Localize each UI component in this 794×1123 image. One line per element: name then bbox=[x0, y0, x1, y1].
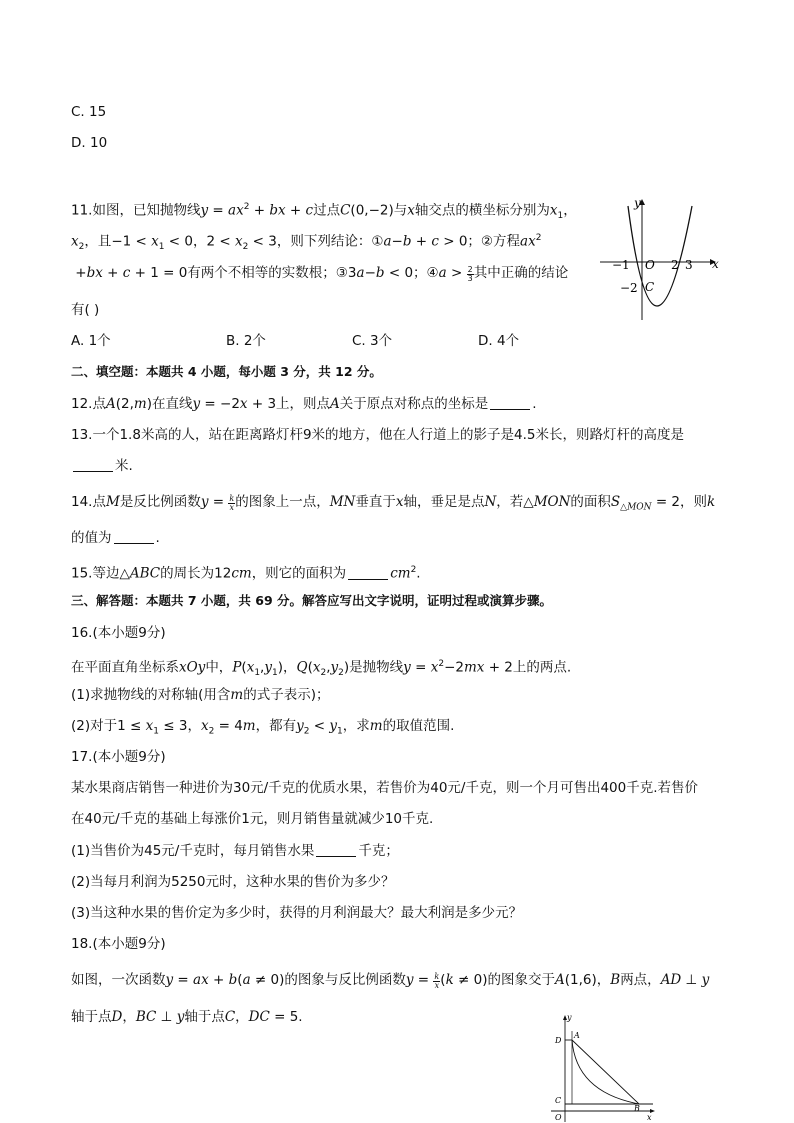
option-d-prev: D. 10 bbox=[71, 135, 108, 151]
q13-line2: 米. bbox=[71, 457, 133, 475]
q13-line1: 13.一个1.8米高的人，站在距离路灯杆9米的地方，他在人行道上的影子是4.5米长，则路灯杆的高度是 bbox=[71, 427, 684, 443]
q18-function-graph bbox=[545, 1010, 663, 1123]
point-c-label: C bbox=[645, 280, 655, 294]
option-c-prev: C. 15 bbox=[71, 104, 107, 120]
q11-line3: +bx + c + 1 = 0有两个不相等的实数根；③3a−b < 0；④a > $\frac{2}{3}$ 其中正确的结论 bbox=[71, 265, 569, 283]
q11-option-c: C. 3个 bbox=[352, 333, 393, 349]
q17-header: 17.(本小题9分) bbox=[71, 749, 166, 765]
section-2-heading: 二、填空题：本题共 4 小题，每小题 3 分，共 12 分。 bbox=[71, 364, 382, 379]
q11-line1: 11.如图，已知抛物线$y = ax^2$ + bx + c过点C(0,−2)与x轴交点的横坐标分别为$x_1$， bbox=[71, 202, 577, 222]
q17-part3: (3)当这种水果的售价定为多少时，获得的月利润最大？最大利润是多少元？ bbox=[71, 905, 523, 921]
q18-header: 18.(本小题9分) bbox=[71, 936, 166, 952]
origin-label: O bbox=[555, 1113, 562, 1122]
q17-part1: (1)当售价为45元/千克时，每月销售水果 千克； bbox=[71, 843, 399, 859]
q14-line2: 的值为 . bbox=[71, 530, 160, 546]
q17-part2: (2)当每月利润为5250元时，这种水果的售价为多少？ bbox=[71, 874, 395, 890]
x-axis-label: x bbox=[712, 257, 719, 271]
q15-line1: 15.等边△ABC的周长为12cm，则它的面积为 $cm^2$. bbox=[71, 565, 421, 582]
q18-line1: 如图，一次函数y = ax + b(a ≠ 0)的图象与反比例函数y = $\frac{k}{x}$ (k ≠ 0)的图象交于A(1,6)，B两点，AD ⊥ y bbox=[71, 972, 710, 990]
tick-neg2: −2 bbox=[620, 281, 638, 295]
q16-header: 16.(本小题9分) bbox=[71, 625, 166, 641]
q18-line2: 轴于点D，BC ⊥ y轴于点C，DC = 5. bbox=[71, 1009, 303, 1025]
q11-option-d: D. 4个 bbox=[478, 333, 520, 349]
section-3-heading: 三、解答题：本题共 7 小题，共 69 分。解答应写出文字说明，证明过程或演算步骤。 bbox=[71, 593, 553, 608]
point-c-label: C bbox=[555, 1096, 562, 1105]
q14-line1: 14.点M是反比例函数y = $\frac{k}{x}$ 的图象上一点，MN垂直于x轴，垂足是点N，若△MON的面积$S_{\triangle MON} = 2$，则k bbox=[71, 494, 716, 513]
q17-line1: 某水果商店销售一种进价为30元/千克的优质水果，若售价为40元/千克，则一个月可售出400千克.若售价 bbox=[71, 780, 699, 796]
tick-neg1: −1 bbox=[612, 258, 630, 272]
q16-part1: (1)求抛物线的对称轴(用含m的式子表示)； bbox=[71, 687, 330, 703]
q11-line4: 有( ) bbox=[71, 302, 100, 318]
q12-line1: 12.点A(2,m)在直线y = −2x + 3上，则点A关于原点对称点的坐标是 . bbox=[71, 396, 537, 412]
y-axis-label: y bbox=[567, 1013, 572, 1022]
tick-3: 3 bbox=[685, 258, 693, 272]
origin-label: O bbox=[645, 258, 655, 272]
y-axis-label: y bbox=[634, 196, 641, 210]
q11-option-a: A. 1个 bbox=[71, 333, 111, 349]
point-a-label: A bbox=[574, 1031, 580, 1040]
q11-option-b: B. 2个 bbox=[226, 333, 266, 349]
q11-line2: $x_2$，且$-1 < x_1 < 0$，$2 < x_2 < 3$，则下列结论：①a−b + c > 0；②方程$ax^2$ bbox=[71, 233, 542, 253]
q16-part2: (2)对于$1 \le x_1 \le 3$，$x_2 = 4m$，都有$y_2 < y_1$，求m的取值范围. bbox=[71, 718, 455, 737]
tick-2: 2 bbox=[671, 258, 679, 272]
q11-parabola-graph bbox=[598, 196, 722, 324]
point-b-label: B bbox=[634, 1104, 640, 1113]
x-axis-label: x bbox=[647, 1113, 652, 1122]
point-d-label: D bbox=[555, 1036, 562, 1045]
q17-line2: 在40元/千克的基础上每涨价1元，则月销售量就减少10千克. bbox=[71, 811, 434, 827]
q16-line1: 在平面直角坐标系xOy中，$P(x_1,y_1)$，$Q(x_2,y_2)$是抛物线$y = x^2-2mx + 2$上的两点. bbox=[71, 659, 572, 679]
